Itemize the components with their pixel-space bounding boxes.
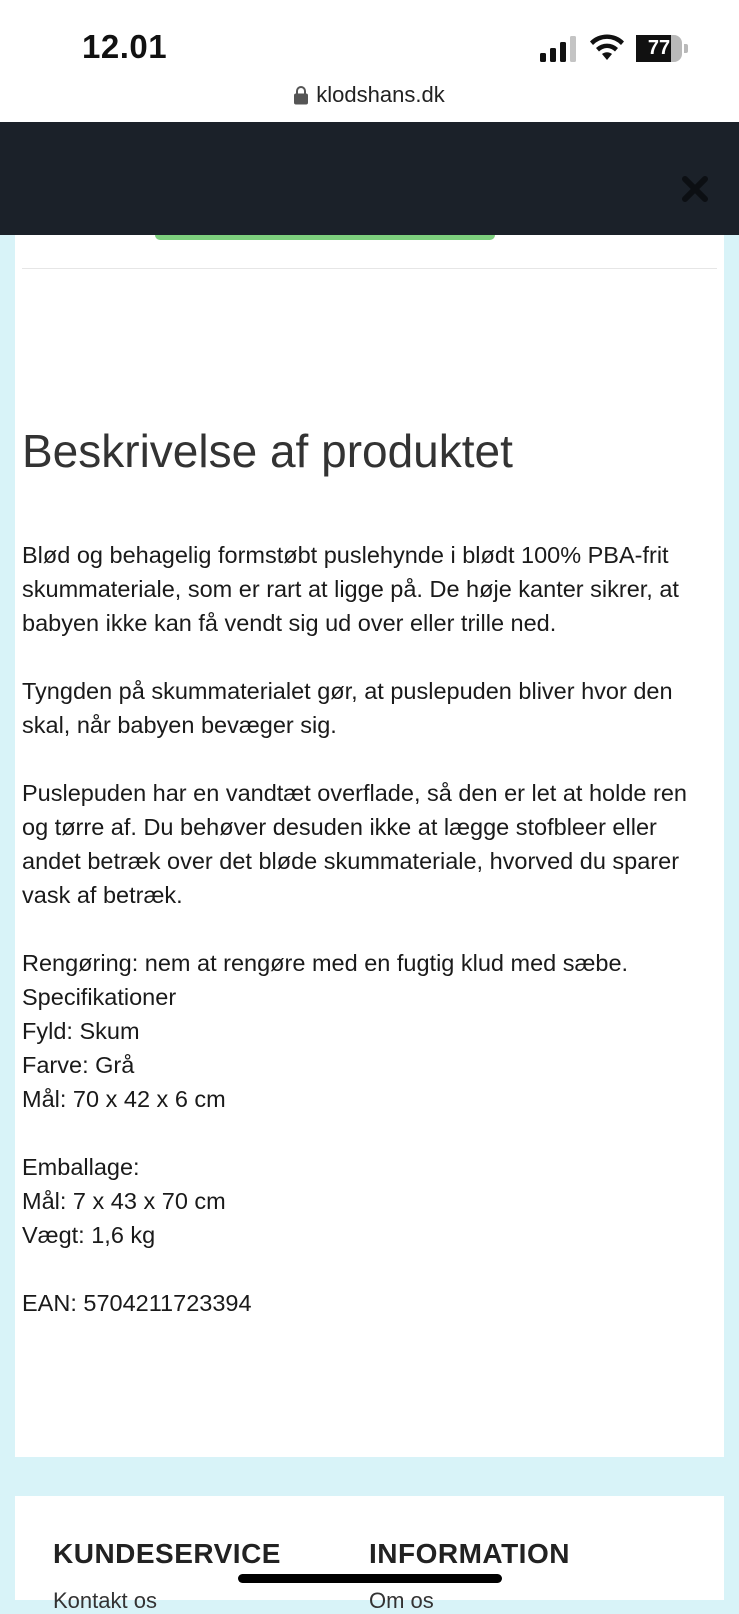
spec-size: Mål: 70 x 42 x 6 cm xyxy=(22,1086,226,1112)
status-bar xyxy=(0,0,739,122)
close-icon[interactable] xyxy=(680,174,710,204)
footer-link-about[interactable]: Om os xyxy=(369,1588,434,1613)
product-description xyxy=(22,538,712,1320)
footer xyxy=(15,1496,724,1613)
signal-icon xyxy=(540,36,578,62)
packaging-heading: Emballage: xyxy=(22,1154,140,1180)
spec-heading: Specifikationer xyxy=(22,984,177,1010)
description-paragraph: Blød og behagelig formstøbt puslehynde i blødt 100% PBA-frit skummateriale, som er rart at ligge på. De høje kanter sikrer, at babyen ikke kan få vendt sig ud over eller trille ned. xyxy=(22,542,679,636)
status-time: 12.01 xyxy=(82,28,168,65)
url-bar[interactable] xyxy=(0,78,739,112)
dark-header xyxy=(0,122,739,235)
footer-link-contact[interactable]: Kontakt os xyxy=(53,1588,157,1613)
section-title: Beskrivelse af produktet xyxy=(22,425,513,477)
lock-icon xyxy=(294,85,308,105)
description-paragraph: Tyngden på skummaterialet gør, at puslepuden bliver hvor den skal, når babyen bevæger sig. xyxy=(22,678,673,738)
battery-icon xyxy=(636,35,688,62)
cleaning-info: Rengøring: nem at rengøre med en fugtig klud med sæbe. xyxy=(22,950,629,976)
spec-fill: Fyld: Skum xyxy=(22,1018,140,1044)
home-indicator[interactable] xyxy=(238,1574,502,1583)
battery-body xyxy=(636,35,682,62)
product-description-card xyxy=(15,235,724,1457)
spec-color: Farve: Grå xyxy=(22,1052,135,1078)
battery-cap xyxy=(684,44,688,53)
battery-level: 77 xyxy=(647,37,671,59)
information-heading: INFORMATION xyxy=(369,1538,570,1569)
wifi-icon xyxy=(590,34,624,62)
url-text: klodshans.dk xyxy=(316,82,445,107)
divider xyxy=(22,268,717,269)
add-to-cart-button-edge[interactable] xyxy=(155,235,495,240)
packaging-weight: Vægt: 1,6 kg xyxy=(22,1222,156,1248)
description-paragraph: Puslepuden har en vandtæt overflade, så den er let at holde ren og tørre af. Du behøver desuden ikke at lægge stofbleer eller andet betræk over det bløde skummateriale, hvorved du sparer vask af betræk. xyxy=(22,780,687,908)
ean-code: EAN: 5704211723394 xyxy=(22,1290,252,1316)
customer-service-heading: KUNDESERVICE xyxy=(53,1538,281,1569)
packaging-size: Mål: 7 x 43 x 70 cm xyxy=(22,1188,226,1214)
